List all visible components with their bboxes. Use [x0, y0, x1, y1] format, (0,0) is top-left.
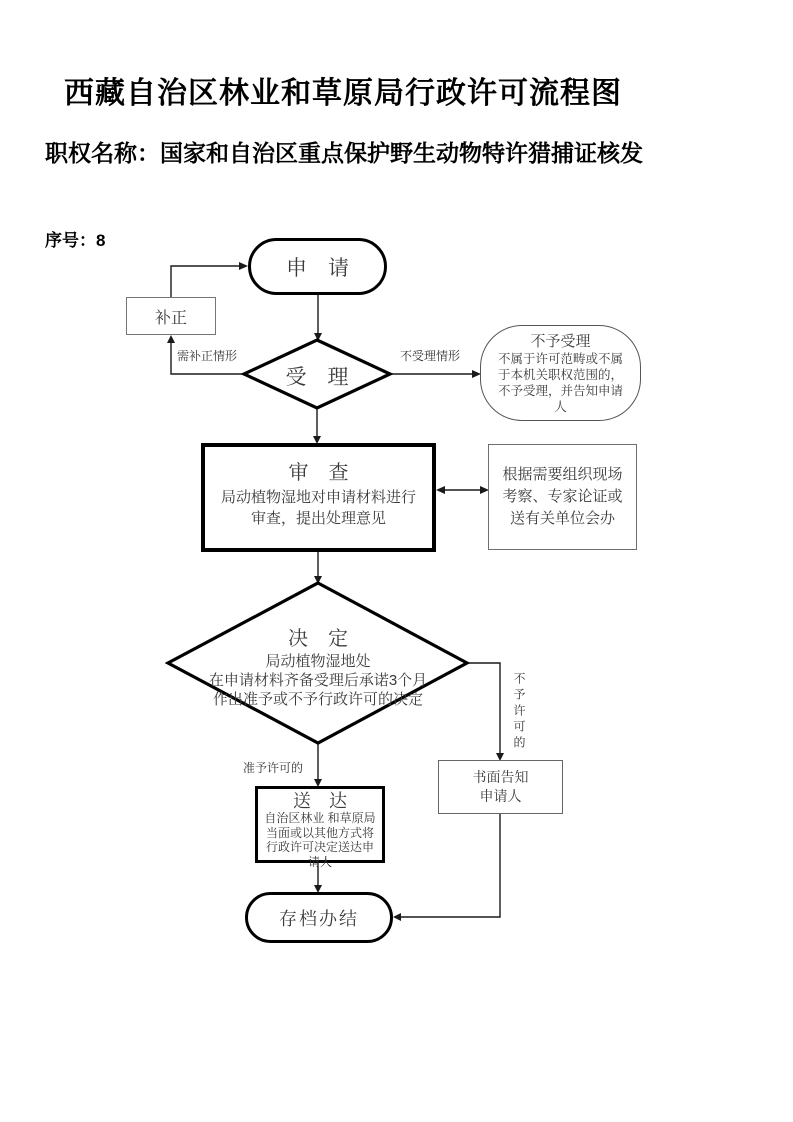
- correction-label: 补正: [154, 309, 187, 327]
- notify-line2: 申请人: [479, 788, 522, 804]
- delivery-title: 送 达: [293, 791, 347, 811]
- archive-node: [245, 892, 393, 943]
- apply-node: [248, 238, 387, 295]
- decision-node-text: [168, 627, 468, 709]
- accept-node-label: 受 理: [285, 366, 349, 389]
- arrowhead: [393, 913, 401, 921]
- delivery-body: 自治区林业 和草原局当面或以其他方式将行政许可决定送达申请人: [264, 811, 376, 869]
- authority-name: 职权名称：国家和自治区重点保护野生动物特许猎捕证核发: [45, 140, 643, 166]
- decision-line1: 局动植物湿地处: [265, 653, 371, 670]
- decision-title: 决 定: [288, 628, 348, 650]
- edge-correction-to-apply: [171, 266, 240, 297]
- archive-label: 存档办结: [279, 908, 359, 929]
- edge-label-not-accepted: 不受理情形: [400, 349, 461, 363]
- edge-label-not-granted: 不予许可的: [512, 672, 526, 752]
- serial-number: 序号：8: [45, 231, 106, 250]
- reject-node: [480, 325, 641, 421]
- edge-notify-to-archive: [401, 814, 500, 917]
- consult-node: [488, 444, 637, 550]
- decision-line2: 在申请材料齐备受理后承诺3个月: [208, 672, 428, 689]
- reject-body: 不属于许可范畴或不属于本机关职权范围的，不予受理，并告知申请人: [497, 352, 623, 414]
- apply-label: 申 请: [286, 256, 349, 280]
- notify-node: [438, 760, 563, 814]
- review-node: [201, 443, 436, 552]
- review-title: 审 查: [288, 462, 349, 484]
- consult-body: 根据需要组织现场考察、专家论证或送有关单位会办: [502, 466, 623, 527]
- arrowhead: [239, 262, 248, 270]
- edge-decision-to-notify: [467, 663, 500, 753]
- reject-title: 不予受理: [530, 333, 591, 350]
- arrowhead: [436, 486, 445, 494]
- notify-line1: 书面告知: [472, 769, 529, 785]
- review-body: 局动植物湿地对申请材料进行审查，提出处理意见: [220, 489, 416, 527]
- correction-node: [126, 297, 216, 335]
- edge-label-granted: 准予许可的: [243, 761, 304, 775]
- arrowhead: [167, 335, 175, 343]
- edge-label-need-correction: 需补正情形: [177, 349, 238, 363]
- delivery-node: [255, 786, 385, 869]
- decision-line3: 作出准予或不予行政许可的决定: [212, 691, 423, 708]
- page-title: 西藏自治区林业和草原局行政许可流程图: [64, 77, 622, 110]
